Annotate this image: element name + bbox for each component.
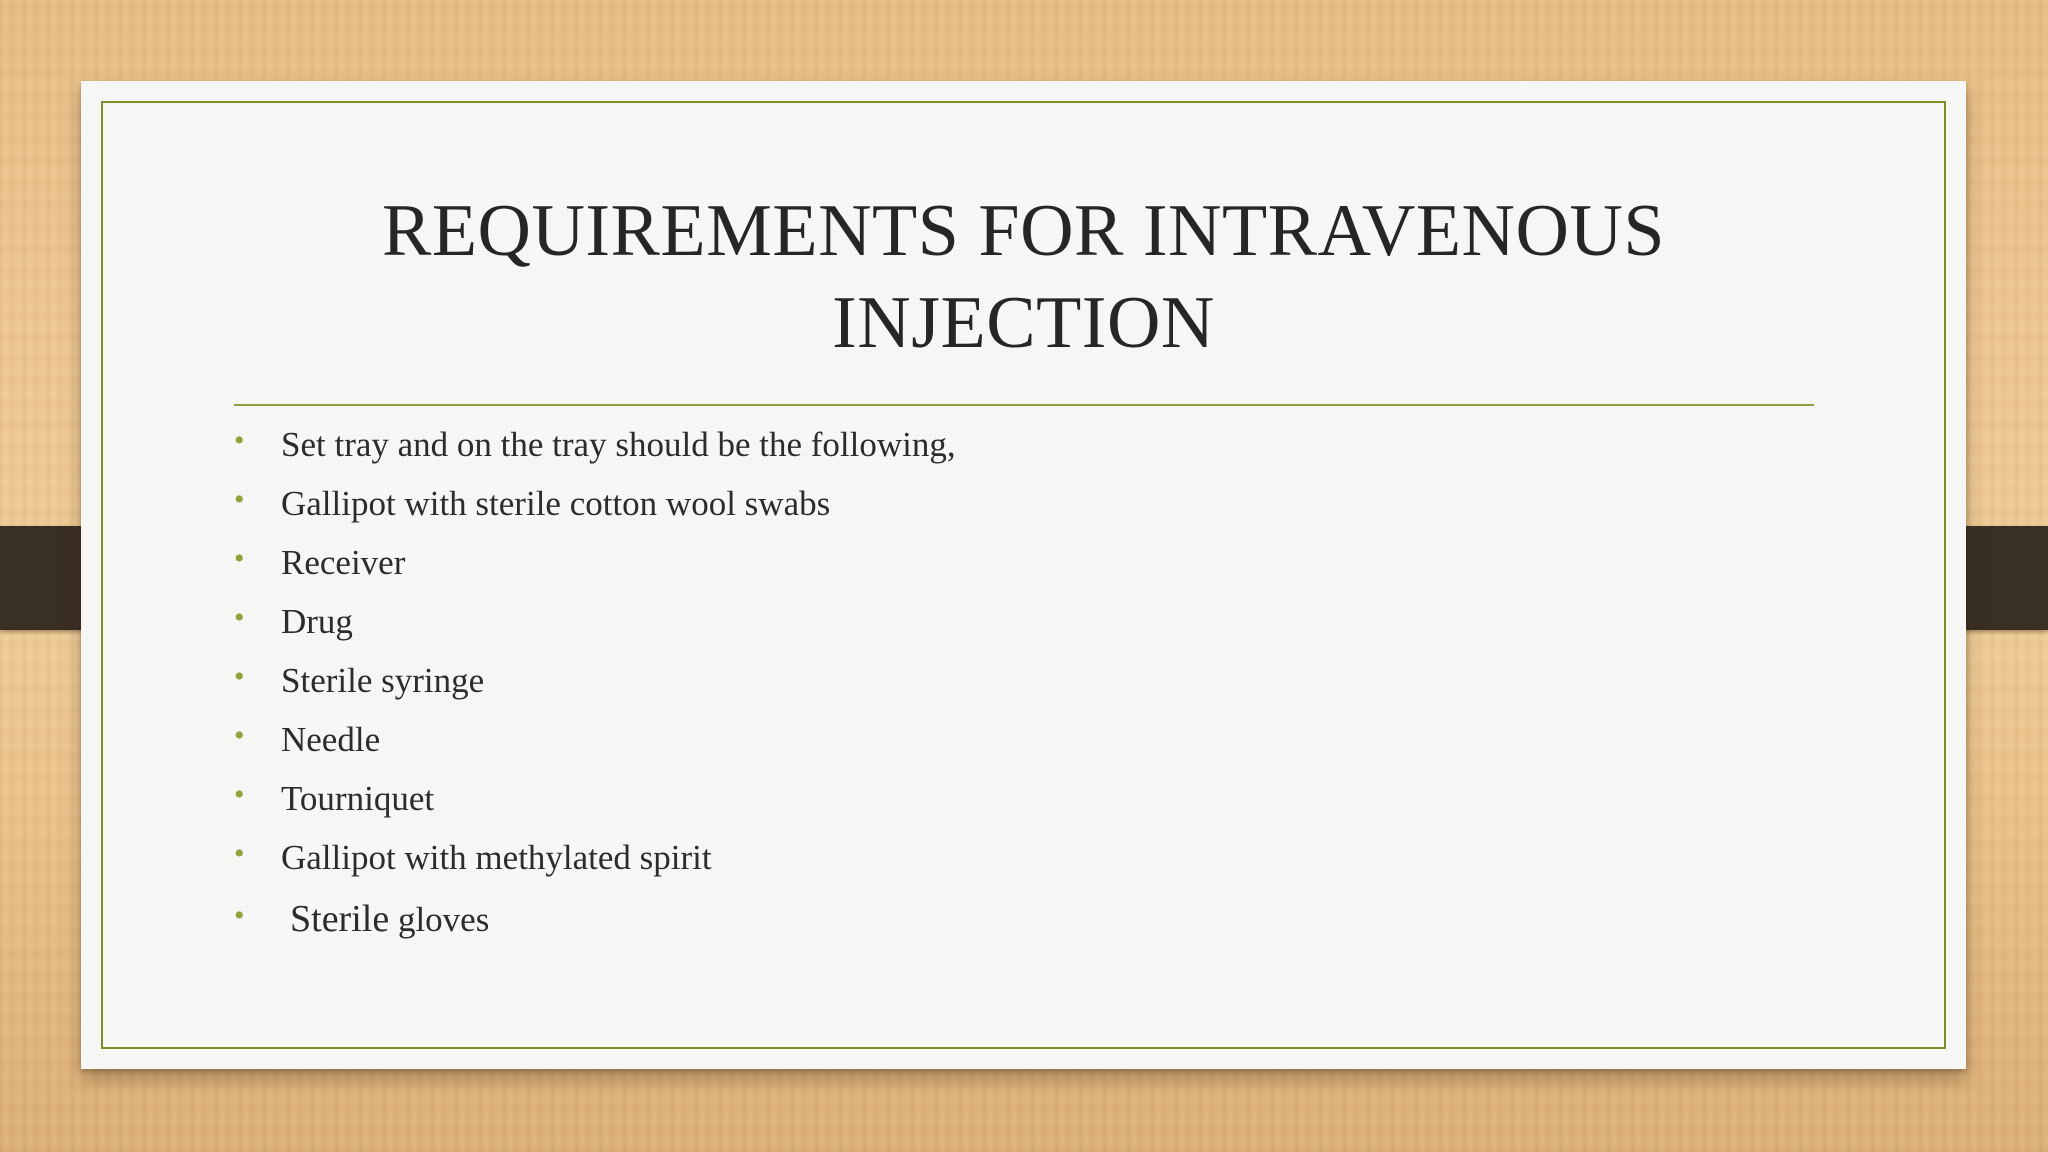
bullet-icon: • [234, 542, 245, 575]
bullet-icon: • [234, 837, 245, 870]
bullet-icon: • [234, 424, 245, 457]
slide-title [81, 185, 1966, 369]
bullet-icon: • [234, 778, 245, 811]
list-item-last [234, 890, 956, 949]
list-item-text: Needle [281, 720, 381, 759]
list-item [234, 710, 956, 769]
list-item-text: Sterile syringe [281, 661, 485, 700]
list-item-text-part-2: gloves [389, 900, 490, 939]
list-item-text: Set tray and on the tray should be the following, [281, 425, 956, 464]
requirements-list [234, 415, 956, 949]
list-item-text: Gallipot with methylated spirit [281, 838, 712, 877]
list-item [234, 651, 956, 710]
bullet-icon: • [234, 601, 245, 634]
list-item [234, 828, 956, 887]
title-divider [234, 404, 1814, 406]
bullet-icon: • [234, 719, 245, 752]
list-item-text: Drug [281, 602, 353, 641]
list-item-text: Receiver [281, 543, 406, 582]
list-item-text: Gallipot with sterile cotton wool swabs [281, 484, 831, 523]
bullet-icon: • [234, 660, 245, 693]
slide-title-line-1: REQUIREMENTS FOR INTRAVENOUS [381, 190, 1666, 272]
list-item [234, 592, 956, 651]
list-item-text-part-1: Sterile [290, 898, 390, 940]
list-item [234, 769, 956, 828]
slide [81, 81, 1966, 1069]
list-item [234, 474, 956, 533]
list-item [234, 533, 956, 592]
slide-title-line-2: INJECTION [832, 282, 1215, 364]
bullet-icon: • [234, 483, 245, 516]
list-item [234, 415, 956, 474]
bullet-icon: • [234, 899, 245, 932]
list-item-text: Tourniquet [281, 779, 435, 818]
